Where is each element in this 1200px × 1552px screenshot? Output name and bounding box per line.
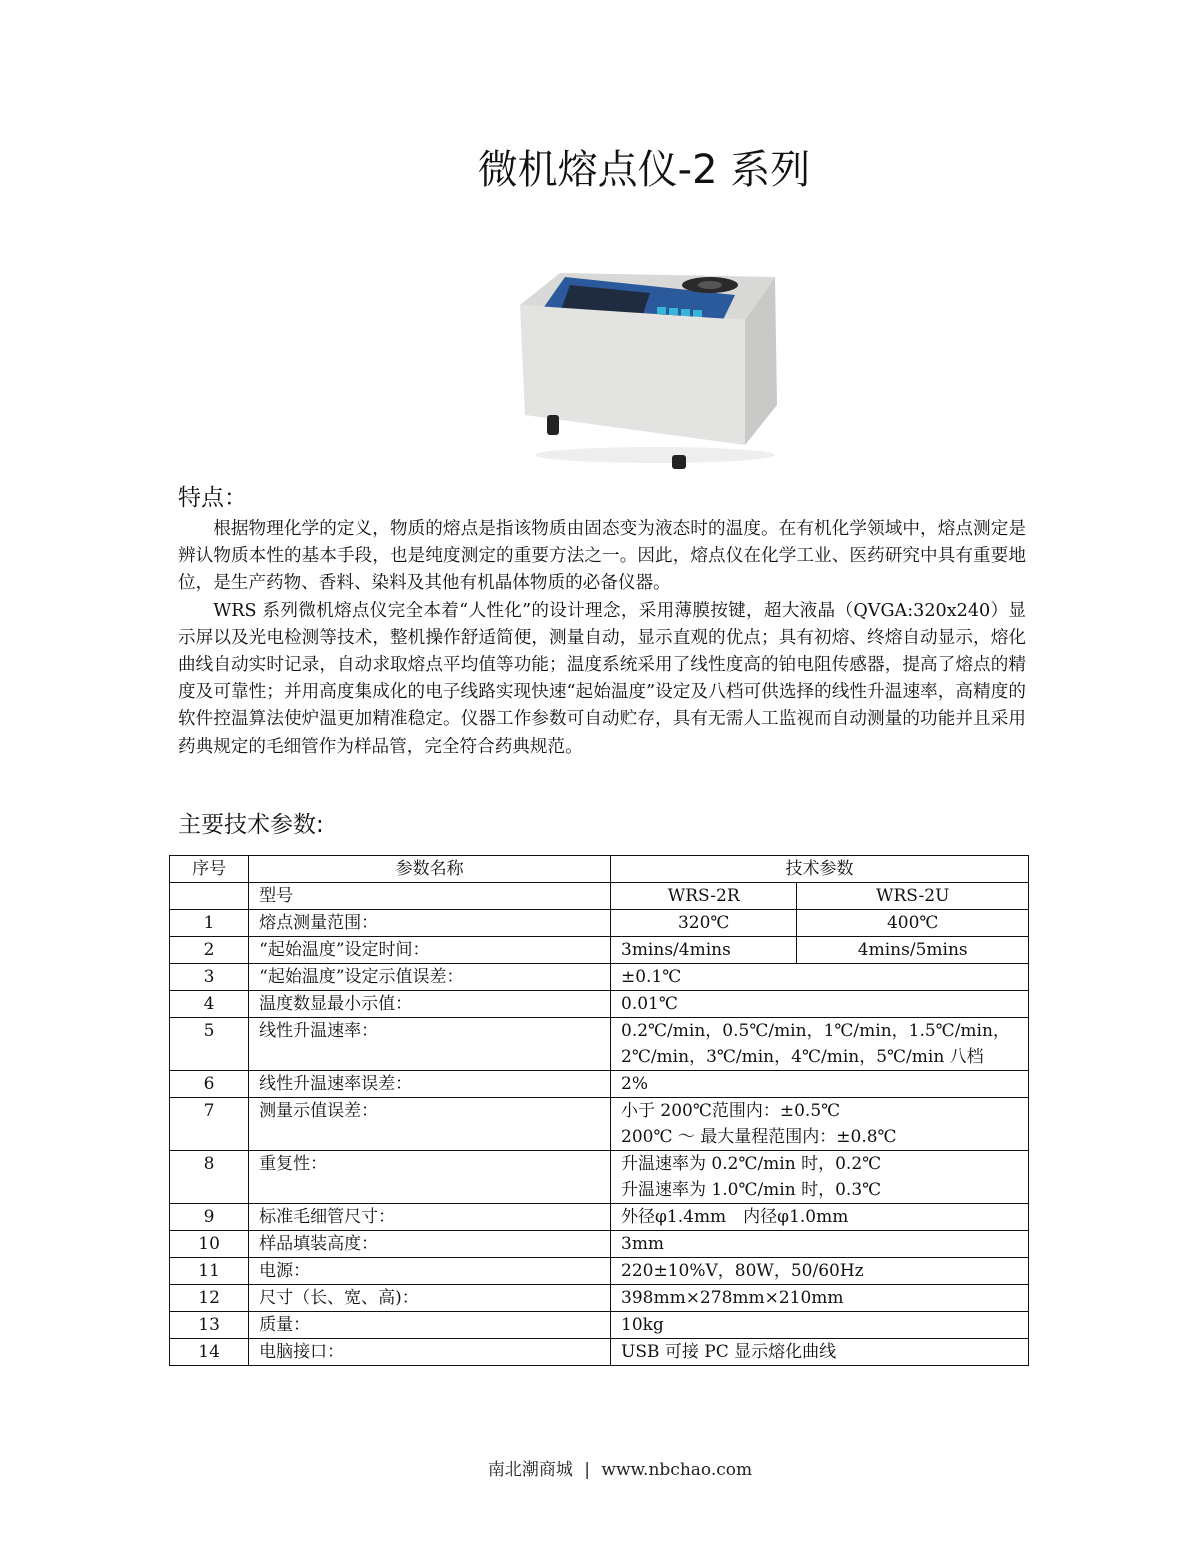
features-paragraph: WRS 系列微机熔点仪完全本着“人性化”的设计理念，采用薄膜按键，超大液晶（QVGA:320x240）显示屏以及光电检测等技术，整机操作舒适简便，测量自动，显示直观的优点；具有初熔、终熔自动显示，熔化曲线自动实时记录，自动求取熔点平均值等功能；温度系统采用了线性度高的铂电阻传感器，提高了熔点的精度及可靠性；并用高度集成化的电子线路实现快速“起始温度”设定及八档可供选择的线性升温速率，高精度的软件控温算法使炉温更加精准稳定。仪器工作参数可自动贮存，具有无需人工监视而自动测量的功能并且采用药典规定的毛细管作为样品管，完全符合药典规范。 xyxy=(178,600,1026,757)
cell-value: 2% xyxy=(611,1071,1029,1098)
cell-value xyxy=(611,1098,1029,1151)
table-row xyxy=(170,1339,1029,1366)
cell-value-2u: 400℃ xyxy=(797,910,1029,937)
table-row xyxy=(170,1258,1029,1285)
cell-name: 样品填装高度： xyxy=(249,1231,611,1258)
melting-point-instrument-icon xyxy=(505,265,790,470)
table-row xyxy=(170,1151,1029,1204)
specs-heading: 主要技术参数: xyxy=(178,812,324,838)
table-row xyxy=(170,964,1029,991)
cell-no: 3 xyxy=(170,964,249,991)
cell-no: 9 xyxy=(170,1204,249,1231)
table-row xyxy=(170,1098,1029,1151)
cell-name: 线性升温速率： xyxy=(249,1018,611,1071)
cell-value xyxy=(611,1151,1029,1204)
cell-no: 2 xyxy=(170,937,249,964)
cell-name: “起始温度”设定示值误差： xyxy=(249,964,611,991)
table-row xyxy=(170,1071,1029,1098)
cell-value-2r: 320℃ xyxy=(611,910,797,937)
cell-name: 温度数显最小示值： xyxy=(249,991,611,1018)
table-row xyxy=(170,1204,1029,1231)
value-line: 2℃/min，3℃/min，4℃/min，5℃/min 八档 xyxy=(621,1047,984,1067)
cell-value: USB 可接 PC 显示熔化曲线 xyxy=(611,1339,1029,1366)
cell-name: 重复性： xyxy=(249,1151,611,1204)
cell-no: 14 xyxy=(170,1339,249,1366)
footer-url-link[interactable]: www.nbchao.com xyxy=(601,1460,753,1480)
cell-no: 12 xyxy=(170,1285,249,1312)
specs-table xyxy=(169,855,1029,1366)
features-paragraph: 根据物理化学的定义，物质的熔点是指该物质由固态变为液态时的温度。在有机化学领域中，熔点测定是辨认物质本性的基本手段，也是纯度测定的重要方法之一。因此，熔点仪在化学工业、医药研究中具有重要地位，是生产药物、香料、染料及其他有机晶体物质的必备仪器。 xyxy=(178,519,1026,594)
cell-value: 220±10%V，80W，50/60Hz xyxy=(611,1258,1029,1285)
cell-name: 尺寸（长、宽、高)： xyxy=(249,1285,611,1312)
header-value: 技术参数 xyxy=(611,856,1029,883)
table-row xyxy=(170,910,1029,937)
cell-no: 4 xyxy=(170,991,249,1018)
value-line: 升温速率为 0.2℃/min 时，0.2℃ xyxy=(621,1154,882,1174)
cell-no: 5 xyxy=(170,1018,249,1071)
header-name: 参数名称 xyxy=(249,856,611,883)
value-line: 200℃ ～ 最大量程范围内：±0.8℃ xyxy=(621,1127,897,1147)
cell-name: 线性升温速率误差： xyxy=(249,1071,611,1098)
cell-value: 外径φ1.4mm 内径φ1.0mm xyxy=(611,1204,1029,1231)
table-header-row xyxy=(170,856,1029,883)
cell-value: 10kg xyxy=(611,1312,1029,1339)
value-line: 0.2℃/min，0.5℃/min，1℃/min，1.5℃/min， xyxy=(621,1021,1010,1041)
cell-no: 1 xyxy=(170,910,249,937)
features-body xyxy=(178,516,1026,761)
table-row xyxy=(170,1285,1029,1312)
header-no: 序号 xyxy=(170,856,249,883)
page-title: 微机熔点仪-2 系列 xyxy=(477,147,811,193)
cell-no: 6 xyxy=(170,1071,249,1098)
table-row xyxy=(170,1312,1029,1339)
features-heading: 特点： xyxy=(178,485,247,511)
cell-value: ±0.1℃ xyxy=(611,964,1029,991)
cell-name: 标准毛细管尺寸： xyxy=(249,1204,611,1231)
cell-value xyxy=(611,1018,1029,1071)
table-row xyxy=(170,937,1029,964)
footer-site-name: 南北潮商城 xyxy=(487,1460,573,1480)
cell-no: 8 xyxy=(170,1151,249,1204)
cell-no: 13 xyxy=(170,1312,249,1339)
cell-value: 398mm×278mm×210mm xyxy=(611,1285,1029,1312)
cell-name: 质量： xyxy=(249,1312,611,1339)
cell-name: 测量示值误差： xyxy=(249,1098,611,1151)
cell-name: 电源： xyxy=(249,1258,611,1285)
cell-value-2r: 3mins/4mins xyxy=(611,937,797,964)
value-line: 小于 200℃范围内：±0.5℃ xyxy=(621,1101,841,1121)
cell-value: 3mm xyxy=(611,1231,1029,1258)
cell-no: 10 xyxy=(170,1231,249,1258)
cell-no: 11 xyxy=(170,1258,249,1285)
table-row xyxy=(170,1018,1029,1071)
cell-model-2u: WRS-2U xyxy=(797,883,1029,910)
page-footer xyxy=(0,1458,1200,1482)
footer-separator: | xyxy=(584,1460,591,1480)
cell-value: 0.01℃ xyxy=(611,991,1029,1018)
table-row xyxy=(170,991,1029,1018)
value-line: 升温速率为 1.0℃/min 时，0.3℃ xyxy=(621,1180,882,1200)
table-row-model xyxy=(170,883,1029,910)
table-row xyxy=(170,1231,1029,1258)
cell-no xyxy=(170,883,249,910)
cell-name: 型号 xyxy=(249,883,611,910)
cell-value-2u: 4mins/5mins xyxy=(797,937,1029,964)
cell-name: 熔点测量范围： xyxy=(249,910,611,937)
cell-model-2r: WRS-2R xyxy=(611,883,797,910)
cell-name: 电脑接口： xyxy=(249,1339,611,1366)
product-image xyxy=(505,265,790,470)
cell-name: “起始温度”设定时间： xyxy=(249,937,611,964)
cell-no: 7 xyxy=(170,1098,249,1151)
